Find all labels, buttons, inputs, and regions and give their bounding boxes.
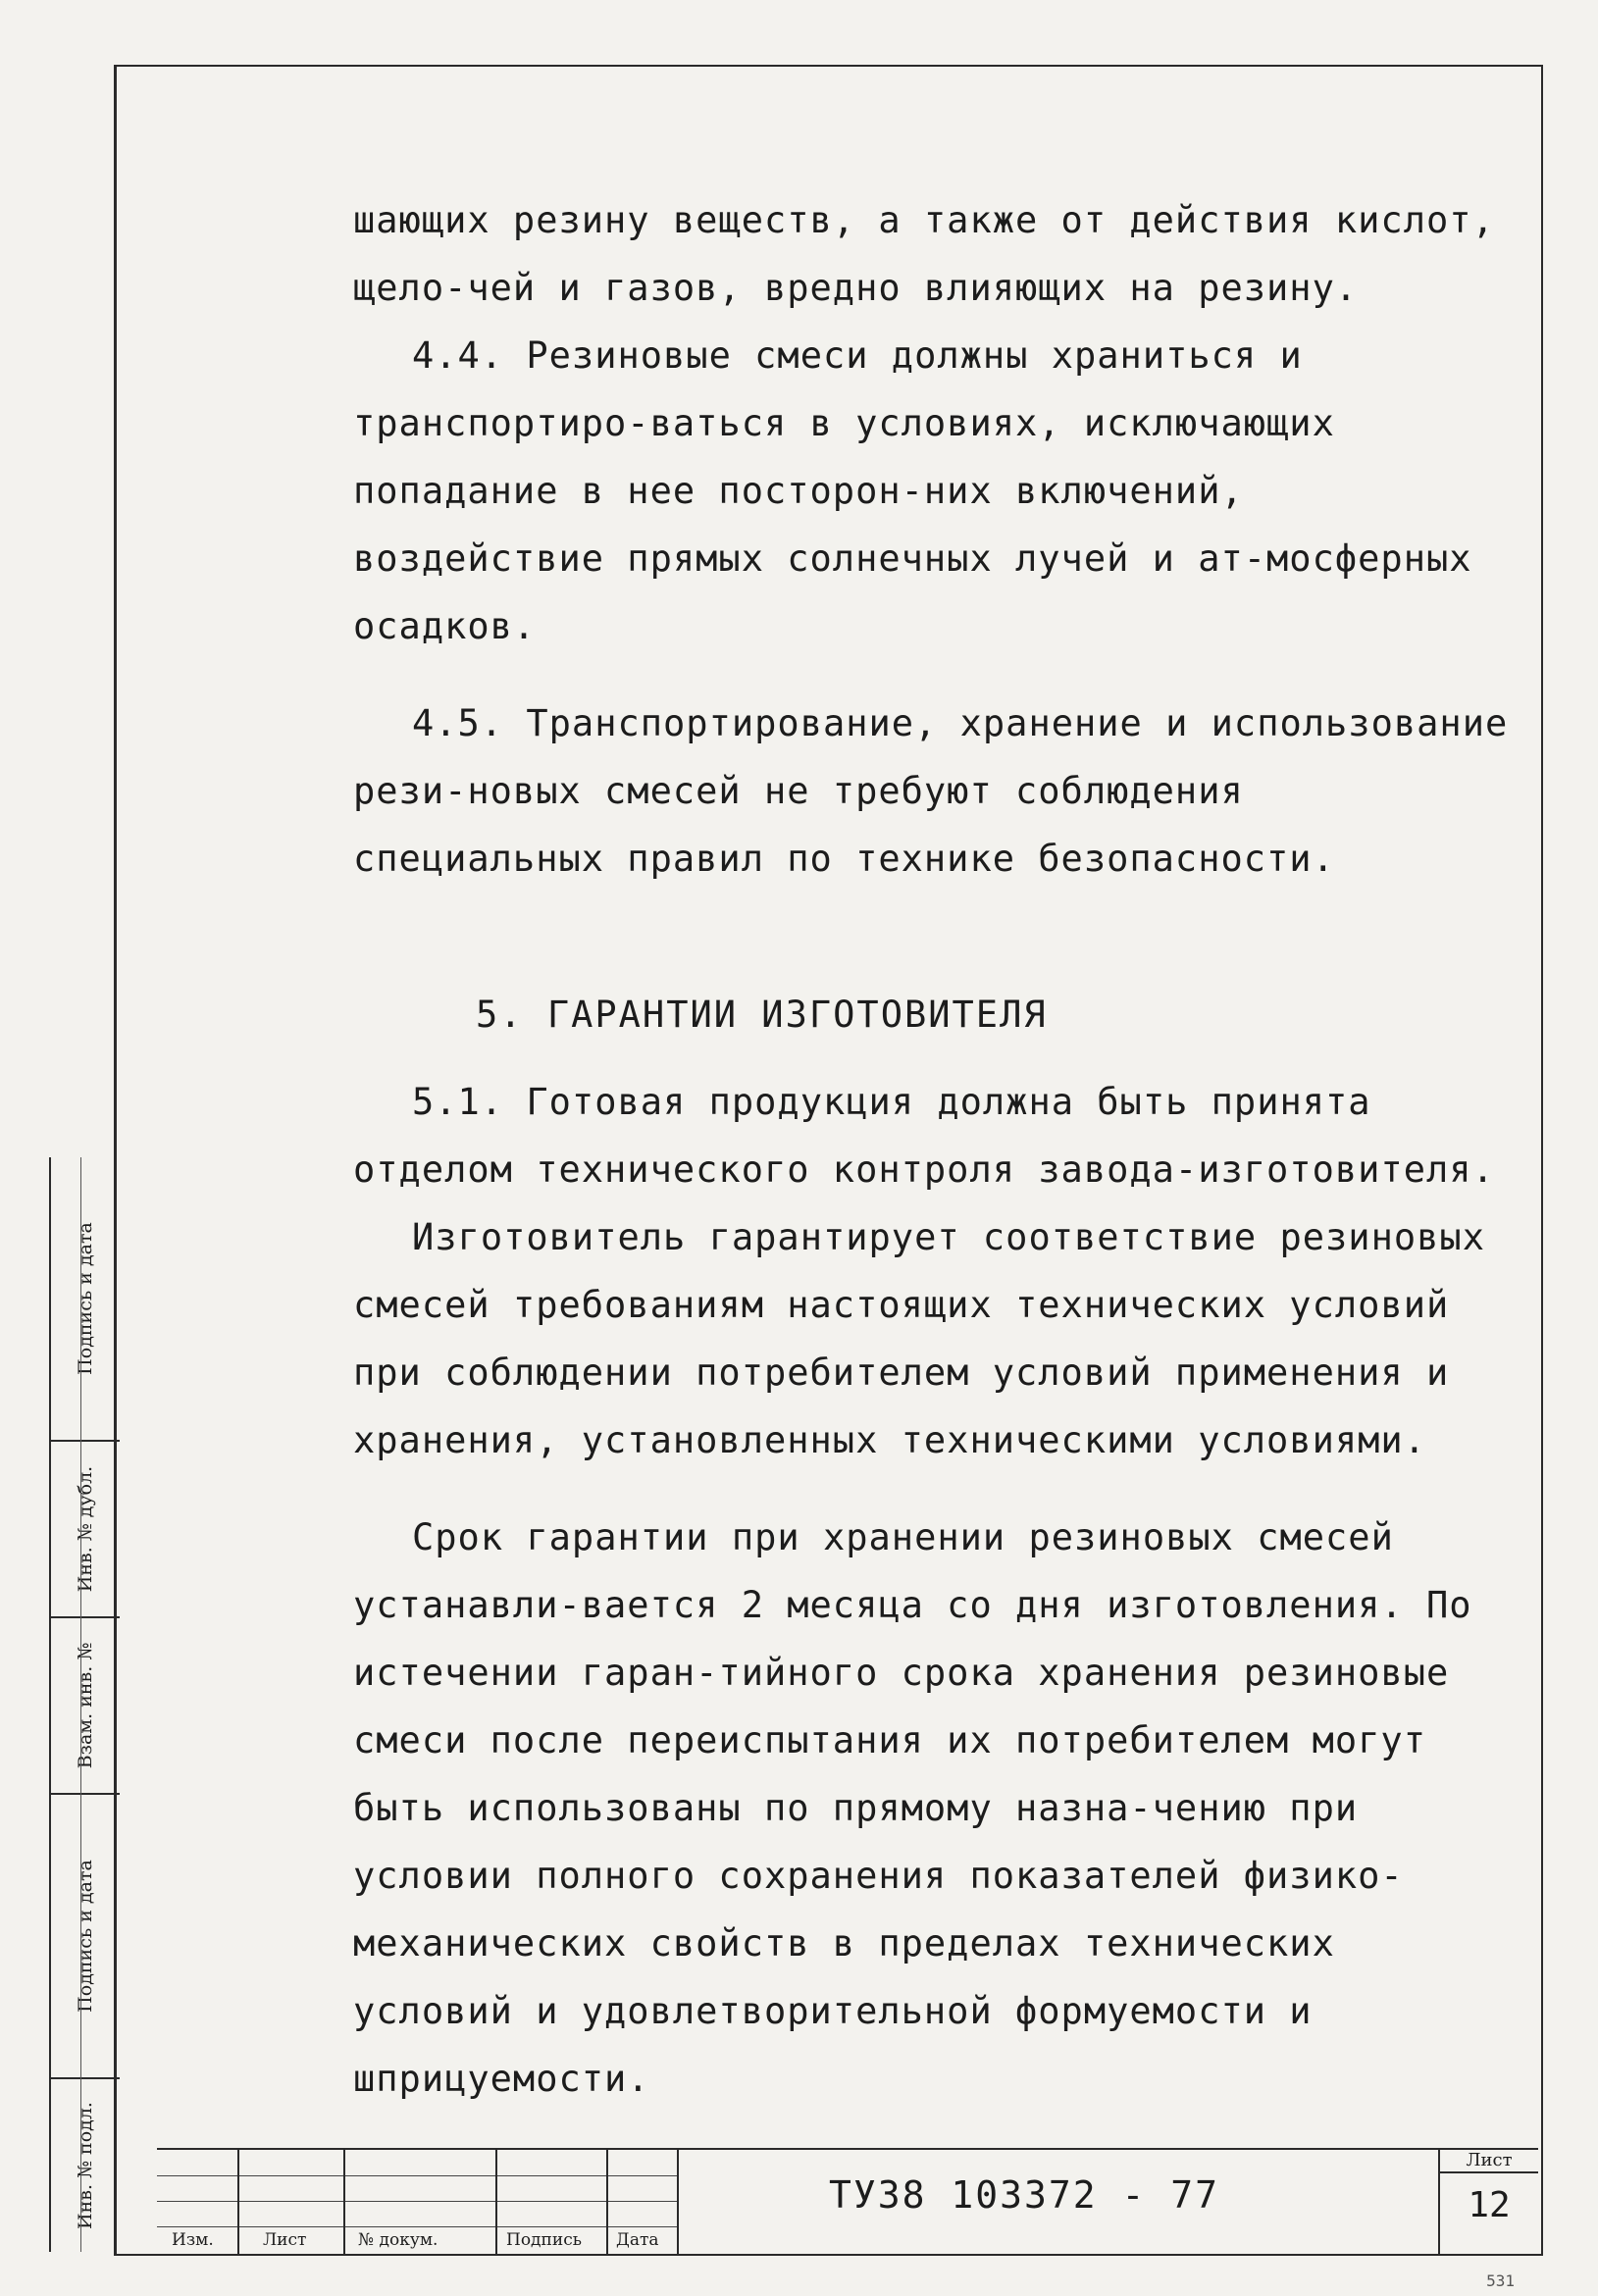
- paragraph-4-5: 4.5. Транспортирование, хранение и использование рези-новых смесей не требуют соблюдения специальных правил по технике безопасности.: [353, 702, 1509, 880]
- sheet-number: 12: [1468, 2185, 1511, 2225]
- stamp-side-column: [49, 1157, 120, 2252]
- document-body: [353, 186, 1511, 2113]
- side-divider: [80, 1157, 81, 2252]
- paragraph-guarantee-term: Срок гарантии при хранении резиновых смесей устанавли-вается 2 месяца со дня изготовления. По истечении гаран-тийного срока хранения резиновые смеси после переиспытания их потребителем могут быть использованы по прямому назна-чению при условии полного сохранения показателей физико-механических свойств в пределах технических условий и удовлетворительной формуемости и шприцуемости.: [353, 1516, 1472, 2100]
- label-date: Дата: [616, 2230, 659, 2250]
- sheet-label: Лист: [1440, 2150, 1538, 2173]
- archive-number: 531: [1486, 2271, 1515, 2290]
- sheet-box: [1438, 2150, 1538, 2254]
- side-cell-signature-date-2: Подпись и дата: [51, 1795, 120, 2079]
- side-cell-orig-inv: Инв. № подл.: [75, 2102, 96, 2229]
- paragraph-4-4: 4.4. Резиновые смеси должны храниться и транспортиро-ваться в условиях, исключающих попадание в нее посторон-них включений, воздействие прямых солнечных лучей и ат-мосферных осадков.: [353, 334, 1472, 647]
- document-number: ТУ38 103372 - 77: [829, 2173, 1220, 2217]
- paragraph-continued: шающих резину веществ, а также от действия кислот, щело-чей и газов, вредно влияющих на резину.: [353, 199, 1495, 309]
- section-heading: 5. ГАРАНТИИ ИЗГОТОВИТЕЛЯ: [476, 994, 1048, 1036]
- label-signature: Подпись: [506, 2230, 582, 2250]
- side-cell-replace-inv: Взам. инв. №: [51, 1618, 120, 1795]
- title-block: [157, 2148, 1538, 2254]
- side-cell-dup-inv: Инв. № дубл.: [51, 1442, 120, 1618]
- revision-cells: [157, 2150, 677, 2254]
- paragraph-5-1: 5.1. Готовая продукция должна быть принята отделом технического контроля завода-изготовителя.: [353, 1081, 1495, 1191]
- label-sheet: Лист: [263, 2230, 307, 2250]
- label-change: Изм.: [172, 2230, 214, 2250]
- paragraph-guarantee: Изготовитель гарантирует соответствие резиновых смесей требованиям настоящих технических условий при соблюдении потребителем условий применения и хранения, установленных техническими условиями.: [353, 1216, 1485, 1461]
- side-cell-signature-date-1: Подпись и дата: [51, 1157, 120, 1442]
- label-doc-no: № докум.: [358, 2230, 438, 2250]
